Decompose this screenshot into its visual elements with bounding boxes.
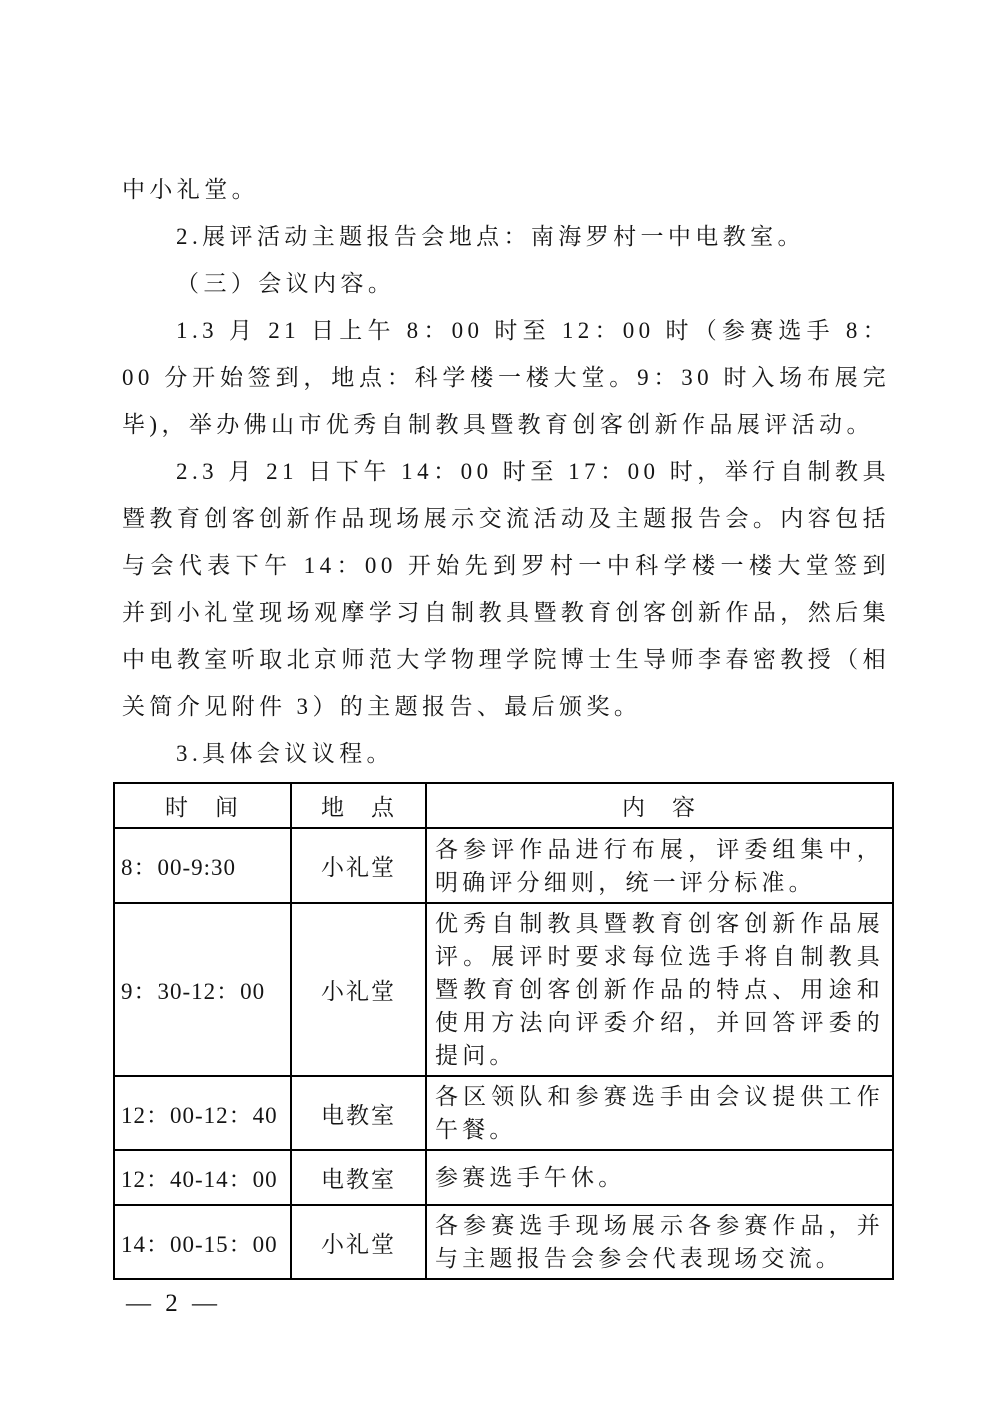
content-cell: 各区领队和参赛选手由会议提供工作午餐。 [426,1076,893,1150]
table-row [114,1076,893,1150]
paragraph-content-1: 1.3 月 21 日上午 8：00 时至 12：00 时（参赛选手 8：00 分开始签到，地点：科学楼一楼大堂。9：30 时入场布展完毕)，举办佛山市优秀自制教具暨教育创客创新作品展评活动。 [122,318,890,437]
paragraph-item-2: 2.展评活动主题报告会地点：南海罗村一中电教室。 [176,224,805,249]
place-cell: 电教室 [291,1076,426,1150]
table-row [114,1205,893,1279]
time-cell: 14：00-15：00 [114,1205,291,1279]
column-header-place: 地 点 [291,783,426,828]
time-cell: 8：00-9:30 [114,828,291,903]
content-cell: 各参评作品进行布展，评委组集中，明确评分细则，统一评分标准。 [426,828,893,903]
column-header-content: 内 容 [426,783,893,828]
table-row [114,1150,893,1205]
column-header-time: 时 间 [114,783,291,828]
paragraph-continuation: 中小礼堂。 [122,177,259,202]
place-cell: 小礼堂 [291,828,426,903]
paragraph-content-2: 2.3 月 21 日下午 14：00 时至 17：00 时，举行自制教具暨教育创客创新作品现场展示交流活动及主题报告会。内容包括与会代表下午 14：00 开始先到罗村一中科学楼一楼大堂签到并到小礼堂现场观摩学习自制教具暨教育创客创新作品，然后集中电教室听取北京师范大学物理学院博士生导师李春密教授（相关简介见附件 3）的主题报告、最后颁奖。 [122,459,890,719]
table-row [114,828,893,903]
place-cell: 小礼堂 [291,1205,426,1279]
page-number: — 2 — [126,1290,221,1317]
time-cell: 12：00-12：40 [114,1076,291,1150]
content-cell: 参赛选手午休。 [426,1150,893,1205]
paragraph-content-3: 3.具体会议议程。 [176,741,394,766]
table-row [114,903,893,1076]
table-header-row [114,783,893,828]
content-cell: 优秀自制教具暨教育创客创新作品展评。展评时要求每位选手将自制教具暨教育创客创新作品的特点、用途和使用方法向评委介绍，并回答评委的提问。 [426,903,893,1076]
time-cell: 9：30-12：00 [114,903,291,1076]
place-cell: 电教室 [291,1150,426,1205]
paragraph-section-3: （三）会议内容。 [176,271,396,296]
place-cell: 小礼堂 [291,903,426,1076]
content-cell: 各参赛选手现场展示各参赛作品，并与主题报告会参会代表现场交流。 [426,1205,893,1279]
time-cell: 12：40-14：00 [114,1150,291,1205]
agenda-table [113,782,894,1280]
document-body [122,166,890,777]
